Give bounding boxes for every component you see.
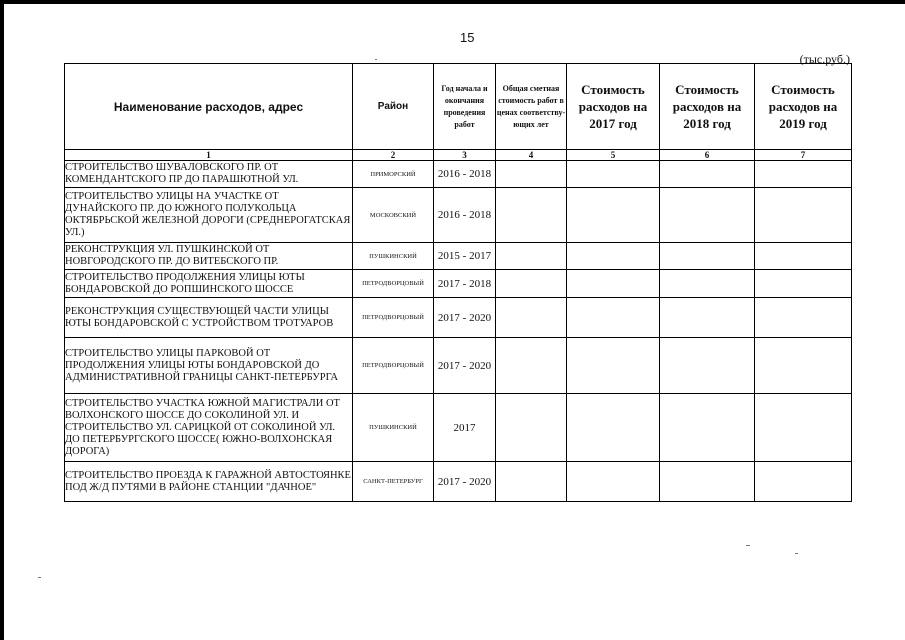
page-number: 15 [460, 30, 475, 45]
row-cost-2017 [567, 338, 660, 394]
row-cost-2018 [660, 243, 755, 270]
row-cost-2018 [660, 188, 755, 243]
row-name: РЕКОНСТРУКЦИЯ УЛ. ПУШКИНСКОЙ ОТ НОВГОРОДСКОГО ПР. ДО ВИТЕБСКОГО ПР. [65, 243, 353, 270]
row-name: СТРОИТЕЛЬСТВО ПРОЕЗДА К ГАРАЖНОЙ АВТОСТОЯНКЕ ПОД Ж/Д ПУТЯМИ В РАЙОНЕ СТАНЦИИ "ДАЧНОЕ" [65, 462, 353, 502]
column-number: 4 [496, 150, 567, 161]
header-name: Наименование расходов, адрес [65, 64, 353, 150]
row-years: 2017 - 2020 [434, 338, 496, 394]
row-cost-2017 [567, 188, 660, 243]
row-cost-2017 [567, 243, 660, 270]
row-district: ПРИМОРСКИЙ [353, 161, 434, 188]
column-number: 2 [353, 150, 434, 161]
row-cost-2018 [660, 338, 755, 394]
column-number: 5 [567, 150, 660, 161]
header-district: Район [353, 64, 434, 150]
row-estimate [496, 270, 567, 298]
row-cost-2018 [660, 394, 755, 462]
unit-note: (тыс.руб.) [799, 52, 850, 66]
header-years: Год начала и окончания проведения работ [434, 64, 496, 150]
row-years: 2017 - 2020 [434, 298, 496, 338]
row-years: 2017 - 2018 [434, 270, 496, 298]
row-years: 2015 - 2017 [434, 243, 496, 270]
header-estimate: Общая сметная стоимость работ в ценах соответству-ющих лет [496, 64, 567, 150]
row-estimate [496, 161, 567, 188]
row-name: СТРОИТЕЛЬСТВО ПРОДОЛЖЕНИЯ УЛИЦЫ ЮТЫ БОНДАРОВСКОЙ ДО РОПШИНСКОГО ШОССЕ [65, 270, 353, 298]
row-cost-2017 [567, 462, 660, 502]
table-row [65, 394, 852, 462]
row-district: ПЕТРОДВОРЦОВЫЙ [353, 298, 434, 338]
table-row [65, 161, 852, 188]
row-cost-2017 [567, 394, 660, 462]
header-cost-2019: Стоимость расходов на 2019 год [755, 64, 852, 150]
table-row [65, 462, 852, 502]
row-cost-2017 [567, 270, 660, 298]
row-cost-2019 [755, 462, 852, 502]
row-years: 2017 [434, 394, 496, 462]
header-cost-2017: Стоимость расходов на 2017 год [567, 64, 660, 150]
table-row [65, 298, 852, 338]
row-cost-2019 [755, 270, 852, 298]
row-cost-2017 [567, 298, 660, 338]
row-cost-2019 [755, 298, 852, 338]
row-name: СТРОИТЕЛЬСТВО УЧАСТКА ЮЖНОЙ МАГИСТРАЛИ ОТ ВОЛХОНСКОГО ШОССЕ ДО СОКОЛИНОЙ УЛ. И СТРОИТЕЛЬСТВО УЛ. САРИЦКОЙ ОТ СОКОЛИНОЙ УЛ. ДО ПЕТЕРБУРГСКОГО ШОССЕ( ЮЖНО-ВОЛХОНСКАЯ ДОРОГА) [65, 394, 353, 462]
row-name: РЕКОНСТРУКЦИЯ СУЩЕСТВУЮЩЕЙ ЧАСТИ УЛИЦЫ ЮТЫ БОНДАРОВСКОЙ С УСТРОЙСТВОМ ТРОТУАРОВ [65, 298, 353, 338]
row-estimate [496, 338, 567, 394]
column-number: 1 [65, 150, 353, 161]
row-cost-2019 [755, 394, 852, 462]
row-years: 2016 - 2018 [434, 161, 496, 188]
row-estimate [496, 298, 567, 338]
column-number: 6 [660, 150, 755, 161]
row-estimate [496, 462, 567, 502]
header-row [65, 64, 852, 150]
row-cost-2019 [755, 188, 852, 243]
row-cost-2018 [660, 270, 755, 298]
row-name: СТРОИТЕЛЬСТВО УЛИЦЫ ПАРКОВОЙ ОТ ПРОДОЛЖЕНИЯ УЛИЦЫ ЮТЫ БОНДАРОВСКОЙ ДО АДМИНИСТРАТИВНОЙ ГРАНИЦЫ САНКТ-ПЕТЕРБУРГА [65, 338, 353, 394]
scan-speck [38, 577, 41, 578]
row-cost-2017 [567, 161, 660, 188]
row-district: ПЕТРОДВОРЦОВЫЙ [353, 270, 434, 298]
row-cost-2018 [660, 462, 755, 502]
row-district: ПУШКИНСКИЙ [353, 394, 434, 462]
row-cost-2018 [660, 298, 755, 338]
column-number-row [65, 150, 852, 161]
row-district: МОСКОВСКИЙ [353, 188, 434, 243]
row-district: ПУШКИНСКИЙ [353, 243, 434, 270]
column-number: 7 [755, 150, 852, 161]
row-district: САНКТ-ПЕТЕРБУРГ [353, 462, 434, 502]
scan-speck [795, 553, 798, 554]
header-cost-2018: Стоимость расходов на 2018 год [660, 64, 755, 150]
scan-speck [375, 59, 377, 60]
table-row [65, 243, 852, 270]
row-cost-2018 [660, 161, 755, 188]
row-cost-2019 [755, 338, 852, 394]
table-row [65, 270, 852, 298]
row-estimate [496, 394, 567, 462]
row-estimate [496, 188, 567, 243]
row-cost-2019 [755, 161, 852, 188]
expenses-table [64, 63, 852, 502]
scan-edge-top [0, 0, 905, 4]
scan-speck [746, 545, 750, 546]
row-cost-2019 [755, 243, 852, 270]
row-years: 2016 - 2018 [434, 188, 496, 243]
table-row [65, 188, 852, 243]
column-number: 3 [434, 150, 496, 161]
table-row [65, 338, 852, 394]
row-name: СТРОИТЕЛЬСТВО УЛИЦЫ НА УЧАСТКЕ ОТ ДУНАЙСКОГО ПР. ДО ЮЖНОГО ПОЛУКОЛЬЦА ОКТЯБРЬСКОЙ ЖЕЛЕЗНОЙ ДОРОГИ (СРЕДНЕРОГАТСКАЯ УЛ.) [65, 188, 353, 243]
row-years: 2017 - 2020 [434, 462, 496, 502]
row-estimate [496, 243, 567, 270]
scan-edge-left [0, 0, 4, 640]
row-district: ПЕТРОДВОРЦОВЫЙ [353, 338, 434, 394]
row-name: СТРОИТЕЛЬСТВО ШУВАЛОВСКОГО ПР. ОТ КОМЕНДАНТСКОГО ПР ДО ПАРАШЮТНОЙ УЛ. [65, 161, 353, 188]
